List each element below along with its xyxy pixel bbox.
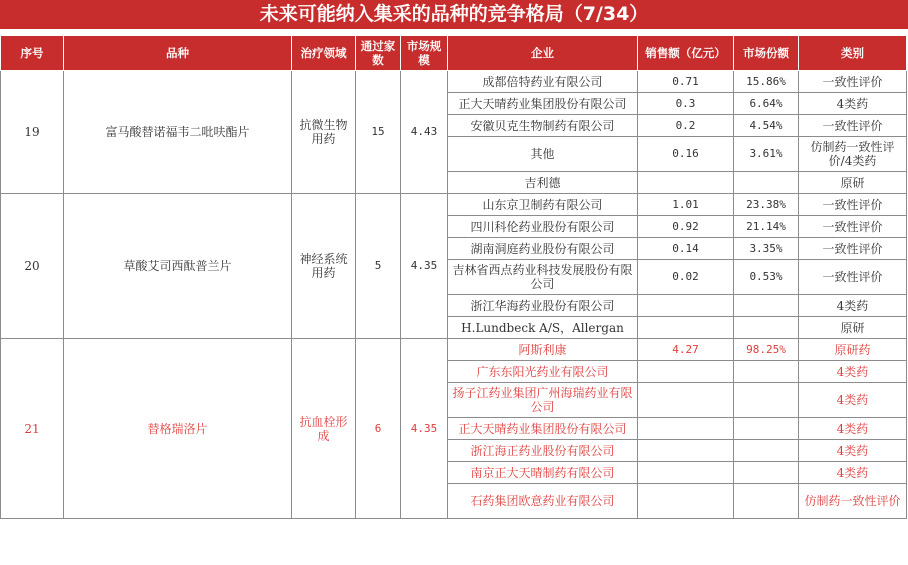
cell-market: 4.35 bbox=[401, 194, 448, 339]
cell-share bbox=[734, 317, 799, 339]
cell-category: 原研药 bbox=[799, 339, 907, 361]
col-header-share: 市场份额 bbox=[734, 36, 799, 71]
cell-category: 仿制药一致性评价/4类药 bbox=[799, 137, 907, 172]
cell-seq: 19 bbox=[1, 71, 64, 194]
cell-category: 4类药 bbox=[799, 93, 907, 115]
cell-sales: 0.71 bbox=[638, 71, 734, 93]
cell-share bbox=[734, 295, 799, 317]
cell-company: 广东东阳光药业有限公司 bbox=[448, 361, 638, 383]
table-row bbox=[1, 194, 907, 216]
cell-share bbox=[734, 361, 799, 383]
cell-sales bbox=[638, 295, 734, 317]
cell-category: 原研 bbox=[799, 172, 907, 194]
cell-category: 一致性评价 bbox=[799, 71, 907, 93]
cell-category: 一致性评价 bbox=[799, 216, 907, 238]
cell-company: 山东京卫制药有限公司 bbox=[448, 194, 638, 216]
cell-company: 其他 bbox=[448, 137, 638, 172]
col-header-company: 企业 bbox=[448, 36, 638, 71]
cell-share: 98.25% bbox=[734, 339, 799, 361]
cell-sales bbox=[638, 383, 734, 418]
cell-sales bbox=[638, 317, 734, 339]
cell-company: 阿斯利康 bbox=[448, 339, 638, 361]
cell-category: 一致性评价 bbox=[799, 115, 907, 137]
cell-market: 4.35 bbox=[401, 339, 448, 519]
cell-share: 0.53% bbox=[734, 260, 799, 295]
cell-area: 抗微生物用药 bbox=[292, 71, 356, 194]
cell-sales: 0.14 bbox=[638, 238, 734, 260]
cell-company: 成都倍特药业有限公司 bbox=[448, 71, 638, 93]
cell-share bbox=[734, 418, 799, 440]
cell-sales bbox=[638, 361, 734, 383]
cell-sales bbox=[638, 484, 734, 519]
cell-sales bbox=[638, 172, 734, 194]
cell-sales: 0.02 bbox=[638, 260, 734, 295]
cell-company: 安徽贝克生物制药有限公司 bbox=[448, 115, 638, 137]
col-header-product: 品种 bbox=[64, 36, 292, 71]
cell-share bbox=[734, 462, 799, 484]
col-header-passed: 通过家数 bbox=[356, 36, 401, 71]
cell-passed: 15 bbox=[356, 71, 401, 194]
cell-category: 仿制药一致性评价 bbox=[799, 484, 907, 519]
cell-sales: 0.92 bbox=[638, 216, 734, 238]
cell-company: 南京正大天晴制药有限公司 bbox=[448, 462, 638, 484]
cell-company: 吉利德 bbox=[448, 172, 638, 194]
cell-category: 4类药 bbox=[799, 361, 907, 383]
cell-company: 正大天晴药业集团股份有限公司 bbox=[448, 93, 638, 115]
cell-category: 4类药 bbox=[799, 440, 907, 462]
cell-seq: 21 bbox=[1, 339, 64, 519]
cell-share: 15.86% bbox=[734, 71, 799, 93]
cell-share bbox=[734, 383, 799, 418]
cell-share bbox=[734, 484, 799, 519]
cell-share: 6.64% bbox=[734, 93, 799, 115]
cell-share: 3.61% bbox=[734, 137, 799, 172]
cell-share: 23.38% bbox=[734, 194, 799, 216]
cell-sales: 1.01 bbox=[638, 194, 734, 216]
col-header-area: 治疗领域 bbox=[292, 36, 356, 71]
cell-passed: 6 bbox=[356, 339, 401, 519]
col-header-category: 类别 bbox=[799, 36, 907, 71]
cell-company: 正大天晴药业集团股份有限公司 bbox=[448, 418, 638, 440]
col-header-sales: 销售额（亿元） bbox=[638, 36, 734, 71]
cell-company: 浙江海正药业股份有限公司 bbox=[448, 440, 638, 462]
cell-area: 抗血栓形成 bbox=[292, 339, 356, 519]
cell-share: 3.35% bbox=[734, 238, 799, 260]
col-header-seq: 序号 bbox=[1, 36, 64, 71]
cell-company: 扬子江药业集团广州海瑞药业有限公司 bbox=[448, 383, 638, 418]
cell-market: 4.43 bbox=[401, 71, 448, 194]
cell-category: 4类药 bbox=[799, 418, 907, 440]
cell-category: 一致性评价 bbox=[799, 238, 907, 260]
cell-share bbox=[734, 172, 799, 194]
cell-sales bbox=[638, 462, 734, 484]
cell-company: 湖南洞庭药业股份有限公司 bbox=[448, 238, 638, 260]
cell-share bbox=[734, 440, 799, 462]
cell-seq: 20 bbox=[1, 194, 64, 339]
cell-area: 神经系统用药 bbox=[292, 194, 356, 339]
cell-sales: 4.27 bbox=[638, 339, 734, 361]
cell-sales: 0.16 bbox=[638, 137, 734, 172]
cell-category: 一致性评价 bbox=[799, 194, 907, 216]
table-header-row bbox=[1, 36, 907, 71]
cell-company: H.Lundbeck A/S，Allergan bbox=[448, 317, 638, 339]
cell-category: 4类药 bbox=[799, 383, 907, 418]
cell-share: 21.14% bbox=[734, 216, 799, 238]
cell-product: 富马酸替诺福韦二吡呋酯片 bbox=[64, 71, 292, 194]
cell-company: 石药集团欧意药业有限公司 bbox=[448, 484, 638, 519]
cell-sales bbox=[638, 418, 734, 440]
cell-company: 四川科伦药业股份有限公司 bbox=[448, 216, 638, 238]
cell-company: 吉林省西点药业科技发展股份有限公司 bbox=[448, 260, 638, 295]
cell-sales: 0.2 bbox=[638, 115, 734, 137]
cell-product: 替格瑞洛片 bbox=[64, 339, 292, 519]
cell-share: 4.54% bbox=[734, 115, 799, 137]
cell-category: 一致性评价 bbox=[799, 260, 907, 295]
cell-passed: 5 bbox=[356, 194, 401, 339]
cell-sales: 0.3 bbox=[638, 93, 734, 115]
cell-product: 草酸艾司西酞普兰片 bbox=[64, 194, 292, 339]
competition-table bbox=[0, 35, 907, 519]
cell-category: 4类药 bbox=[799, 295, 907, 317]
table-row bbox=[1, 339, 907, 361]
cell-company: 浙江华海药业股份有限公司 bbox=[448, 295, 638, 317]
cell-category: 原研 bbox=[799, 317, 907, 339]
col-header-market: 市场规模 bbox=[401, 36, 448, 71]
page-title: 未来可能纳入集采的品种的竞争格局（7/34） bbox=[0, 0, 908, 29]
cell-category: 4类药 bbox=[799, 462, 907, 484]
cell-sales bbox=[638, 440, 734, 462]
table-row bbox=[1, 71, 907, 93]
